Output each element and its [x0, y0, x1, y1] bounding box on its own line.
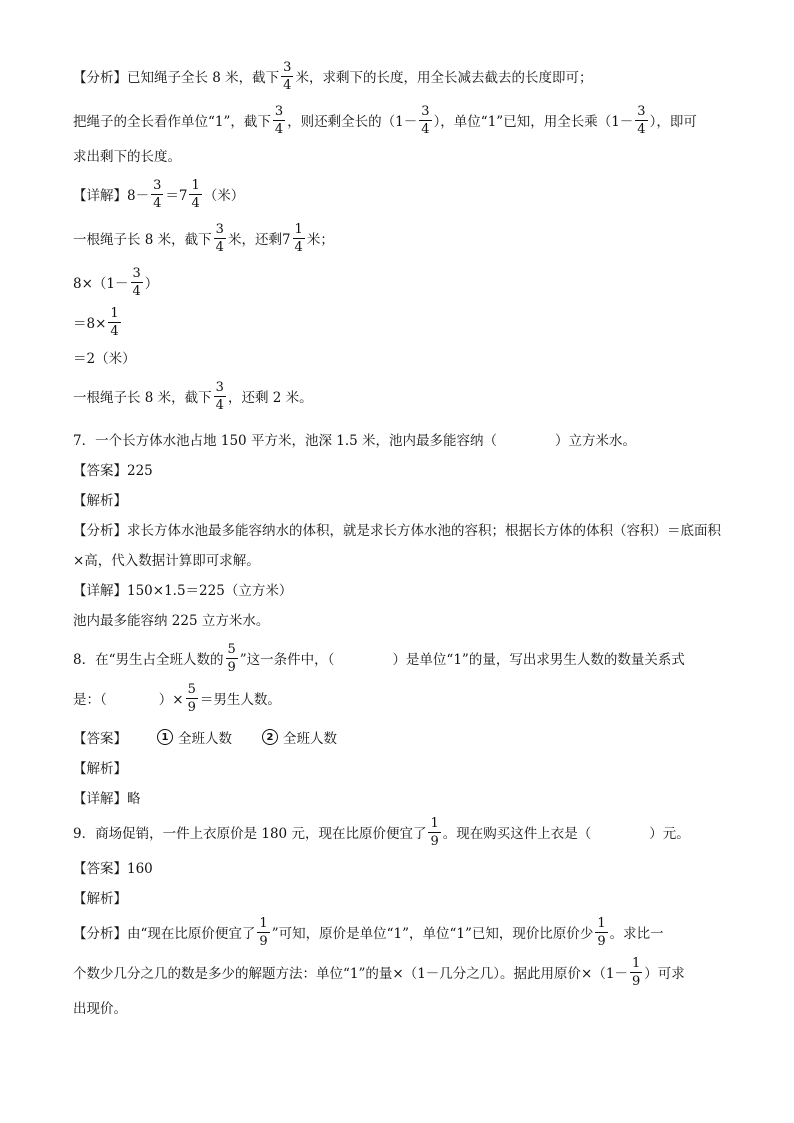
text: ）立方米水。 [555, 433, 636, 449]
question-7-conclusion [73, 604, 733, 634]
text: 【答案】225 [73, 463, 153, 479]
text: ”这一条件中，（ [239, 652, 335, 668]
text: 米，求剩下的长度，用全长减去截去的长度即可； [295, 70, 593, 86]
text: ”可知，原价是单位“1”，单位“1”已知，现价比原价少 [271, 926, 594, 942]
text: ，则还剩全长的（1－ [287, 114, 418, 130]
text: 池内最多能容纳 225 立方米水。 [73, 613, 270, 629]
text: 【详解】略 [73, 791, 141, 807]
fraction-five-ninths: $\frac{5}{9}$ [227, 641, 236, 675]
fraction-one-ninth: $\frac{1}{9}$ [631, 955, 641, 989]
text: 【解析】 [73, 891, 127, 907]
text: 求出剩下的长度。 [73, 149, 181, 165]
text: 【分析】已知绳子全长 8 米，截下 [73, 70, 280, 86]
fraction-three-fourths: $\frac{3}{4}$ [637, 103, 646, 137]
fraction-one-ninth: $\frac{1}{9}$ [597, 915, 606, 949]
analysis-line-3 [73, 140, 733, 170]
fraction-one-fourth: $\frac{1}{4}$ [110, 305, 119, 339]
text: 。求比一 [609, 926, 664, 942]
fraction-one-fourth: $\frac{1}{4}$ [294, 221, 303, 255]
text: 出现价。 [73, 1001, 127, 1017]
text: ＝7 [165, 188, 188, 204]
text: 【解析】 [73, 761, 127, 777]
text: 一根绳子长 8 米，截下 [73, 390, 212, 406]
question-8-jiexi [73, 752, 733, 782]
text: 是：（ [73, 692, 107, 708]
text: 把绳子的全长看作单位“1”，截下 [73, 114, 271, 130]
text: 【分析】由“现在比原价便宜了 [73, 926, 256, 942]
question-8-stem-1 [73, 638, 733, 678]
text: 。现在购买这件上衣是（ [442, 826, 592, 842]
text: 全班人数 [283, 731, 337, 747]
question-9-analysis-1 [73, 912, 733, 952]
text: 8×（1－ [73, 276, 129, 292]
text: ），即可 [649, 114, 697, 130]
text: （米） [203, 188, 245, 204]
text: ＝2（米） [73, 351, 136, 367]
question-8-detail [73, 782, 733, 812]
text: 【答案】 [73, 731, 127, 747]
text: 一根绳子长 8 米，截下 [73, 232, 212, 248]
text: ）× [158, 692, 184, 708]
analysis-line-2 [73, 100, 733, 140]
text: ）是单位“1”的量，写出求男生人数的数量关系式 [392, 652, 685, 668]
fraction-three-fourths: $\frac{3}{4}$ [215, 221, 224, 255]
text: ）可求 [644, 966, 685, 982]
text: 【详解】8－ [73, 188, 150, 204]
text: 【分析】求长方体水池最多能容纳水的体积，就是求长方体水池的容积；根据长方体的体积（容积）＝底面积 [73, 523, 721, 539]
question-9-analysis-2 [73, 952, 733, 992]
fraction-one-fourth: $\frac{1}{4}$ [191, 177, 200, 211]
fraction-five-ninths: $\frac{5}{9}$ [187, 681, 196, 715]
text: 个数少几分之几的数是多少的解题方法：单位“1”的量×（1－几分之几）。据此用原价×（1－ [73, 966, 628, 982]
text: ），单位“1”已知，用全长乘（1－ [433, 114, 634, 130]
fraction-three-fourths: $\frac{3}{4}$ [274, 103, 284, 137]
text: 米； [306, 232, 334, 248]
fraction-three-fourths: $\frac{3}{4}$ [283, 59, 292, 93]
text: ，还剩 2 米。 [227, 390, 313, 406]
fraction-three-fourths: $\frac{3}{4}$ [421, 103, 430, 137]
fraction-one-ninth: $\frac{1}{9}$ [259, 915, 268, 949]
text: ＝男生人数。 [199, 692, 281, 708]
circled-number-icon: 2 [262, 729, 278, 745]
question-8-stem-2 [73, 678, 733, 718]
circled-number-icon: 1 [157, 729, 173, 745]
question-7-stem [73, 424, 733, 454]
text: ） [144, 276, 159, 292]
question-9-analysis-3 [73, 992, 733, 1022]
detail-line-2 [73, 218, 733, 258]
question-9-jiexi [73, 882, 733, 912]
question-7-jiexi [73, 484, 733, 514]
detail-line-6 [73, 376, 733, 416]
text: 9．商场促销，一件上衣原价是 180 元，现在比原价便宜了 [73, 826, 427, 842]
detail-line-4 [73, 302, 733, 342]
answer-item-1 [157, 727, 232, 747]
text: 【答案】160 [73, 861, 153, 877]
text: ×高，代入数据计算即可求解。 [73, 553, 260, 569]
document-page [73, 56, 733, 1022]
question-9-stem [73, 812, 733, 852]
text: 7．一个长方体水池占地 150 平方米，池深 1.5 米，池内最多能容纳（ [73, 433, 497, 449]
detail-line-3 [73, 262, 733, 302]
text: 【解析】 [73, 493, 127, 509]
analysis-line-1 [73, 56, 733, 96]
fraction-three-fourths: $\frac{3}{4}$ [153, 177, 162, 211]
text: 全班人数 [178, 731, 232, 747]
text: ）元。 [649, 826, 690, 842]
text: 米，还剩7 [227, 232, 291, 248]
detail-line-1 [73, 174, 733, 214]
text: 【详解】150×1.5＝225（立方米） [73, 583, 293, 599]
answer-item-2 [262, 727, 337, 747]
text: ＝8× [73, 316, 107, 332]
question-7-analysis-1 [73, 514, 733, 544]
fraction-three-fourths: $\frac{3}{4}$ [215, 379, 224, 413]
detail-line-5 [73, 342, 733, 372]
question-7-detail [73, 574, 733, 604]
fraction-one-ninth: $\frac{1}{9}$ [430, 815, 439, 849]
fraction-three-fourths: $\frac{3}{4}$ [132, 265, 141, 299]
question-9-answer [73, 852, 733, 882]
question-7-analysis-2 [73, 544, 733, 574]
question-8-answer [73, 722, 733, 752]
question-7-answer [73, 454, 733, 484]
text: 8．在“男生占全班人数的 [73, 652, 224, 668]
